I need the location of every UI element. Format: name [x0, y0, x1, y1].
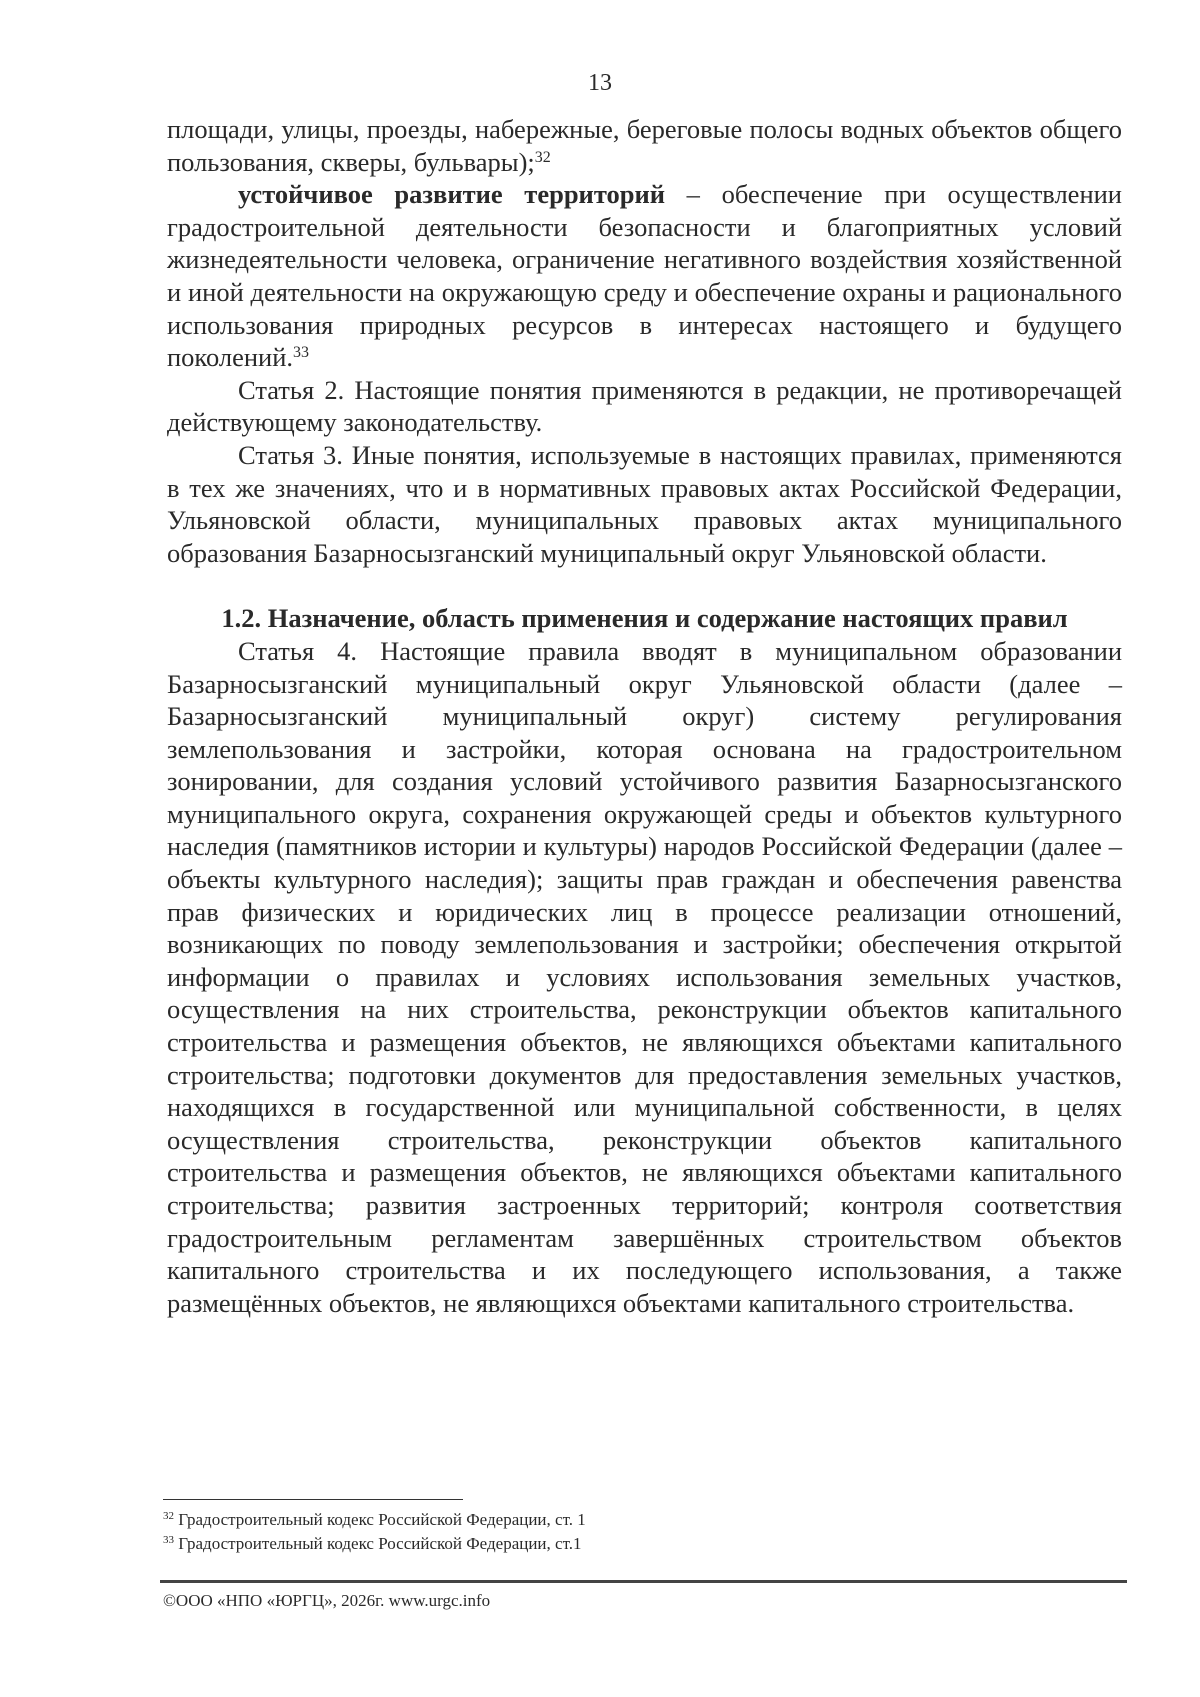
definition-paragraph	[167, 178, 1122, 374]
paragraph-continuation	[167, 113, 1122, 178]
definition-text: – обеспечение при осуществлении градостроительной деятельности безопасности и благоприятных условий жизнедеятельности человека, ограничение негативного воздействия хозяйственной и иной деятельности на окружающую среду и обеспечение охраны и рационального использования природных ресурсов в интересах настоящего и будущего поколений.	[167, 179, 1122, 373]
article-2-paragraph: Статья 2. Настоящие понятия применяются в редакции, не противоречащей действующему законодательству.	[167, 374, 1122, 438]
article-3-paragraph: Статья 3. Иные понятия, используемые в настоящих правилах, применяются в тех же значениях, что и в нормативных правовых актах Российской Федерации, Ульяновской области, муниципальных правовых актах муниципального образования Базарносызганский муниципальный округ Ульяновской области.	[167, 439, 1122, 568]
footnote-ref-32: 32	[534, 148, 551, 166]
footnote-text: Градостроительный кодекс Российской Федерации, ст.1	[174, 1534, 582, 1553]
page-number: 13	[588, 70, 612, 96]
footnote-ref-33: 33	[293, 344, 310, 362]
footnote-text: Градостроительный кодекс Российской Федерации, ст. 1	[174, 1510, 586, 1529]
footnote-item	[163, 1508, 1063, 1532]
footnote-item	[163, 1532, 1063, 1556]
section-heading: 1.2. Назначение, область применения и содержание настоящих правил	[221, 603, 1068, 634]
body-text	[167, 113, 1122, 1319]
defined-term: устойчивое развитие территорий	[238, 179, 666, 210]
footnote-number: 33	[163, 1534, 174, 1546]
article-4-paragraph: Статья 4. Настоящие правила вводят в муниципальном образовании Базарносызганский муниципальный округ Ульяновской области (далее – Базарносызганский муниципальный округ) систему регулирования землепользования и застройки, которая основана на градостроительном зонировании, для создания условий устойчивого развития Базарносызганского муниципального округа, сохранения окружающей среды и объектов культурного наследия (памятников истории и культуры) народов Российской Федерации (далее – объекты культурного наследия); защиты прав граждан и обеспечения равенства прав физических и юридических лиц в процессе реализации отношений, возникающих по поводу землепользования и застройки; обеспечения открытой информации о правилах и условиях использования земельных участков, осуществления на них строительства, реконструкции объектов капитального строительства и размещения объектов, не являющихся объектами капитального строительства; подготовки документов для предоставления земельных участков, находящихся в государственной или муниципальной собственности, в целях осуществления строительства, реконструкции объектов капитального строительства и размещения объектов, не являющихся объектами капитального строительства; развития застроенных территорий; контроля соответствия градостроительным регламентам завершённых строительством объектов капитального строительства и их последующего использования, а также размещённых объектов, не являющихся объектами капитального строительства.	[167, 635, 1122, 1318]
footer-text: ©ООО «НПО «ЮРГЦ», 2026г. www.urgc.info	[163, 1591, 491, 1610]
footer-rule	[160, 1580, 1127, 1583]
footnote-separator	[163, 1499, 463, 1500]
footnotes	[163, 1508, 1063, 1556]
paragraph-text: площади, улицы, проезды, набережные, береговые полосы водных объектов общего пользования, скверы, бульвары);	[167, 114, 1122, 177]
footnote-number: 32	[163, 1510, 174, 1522]
